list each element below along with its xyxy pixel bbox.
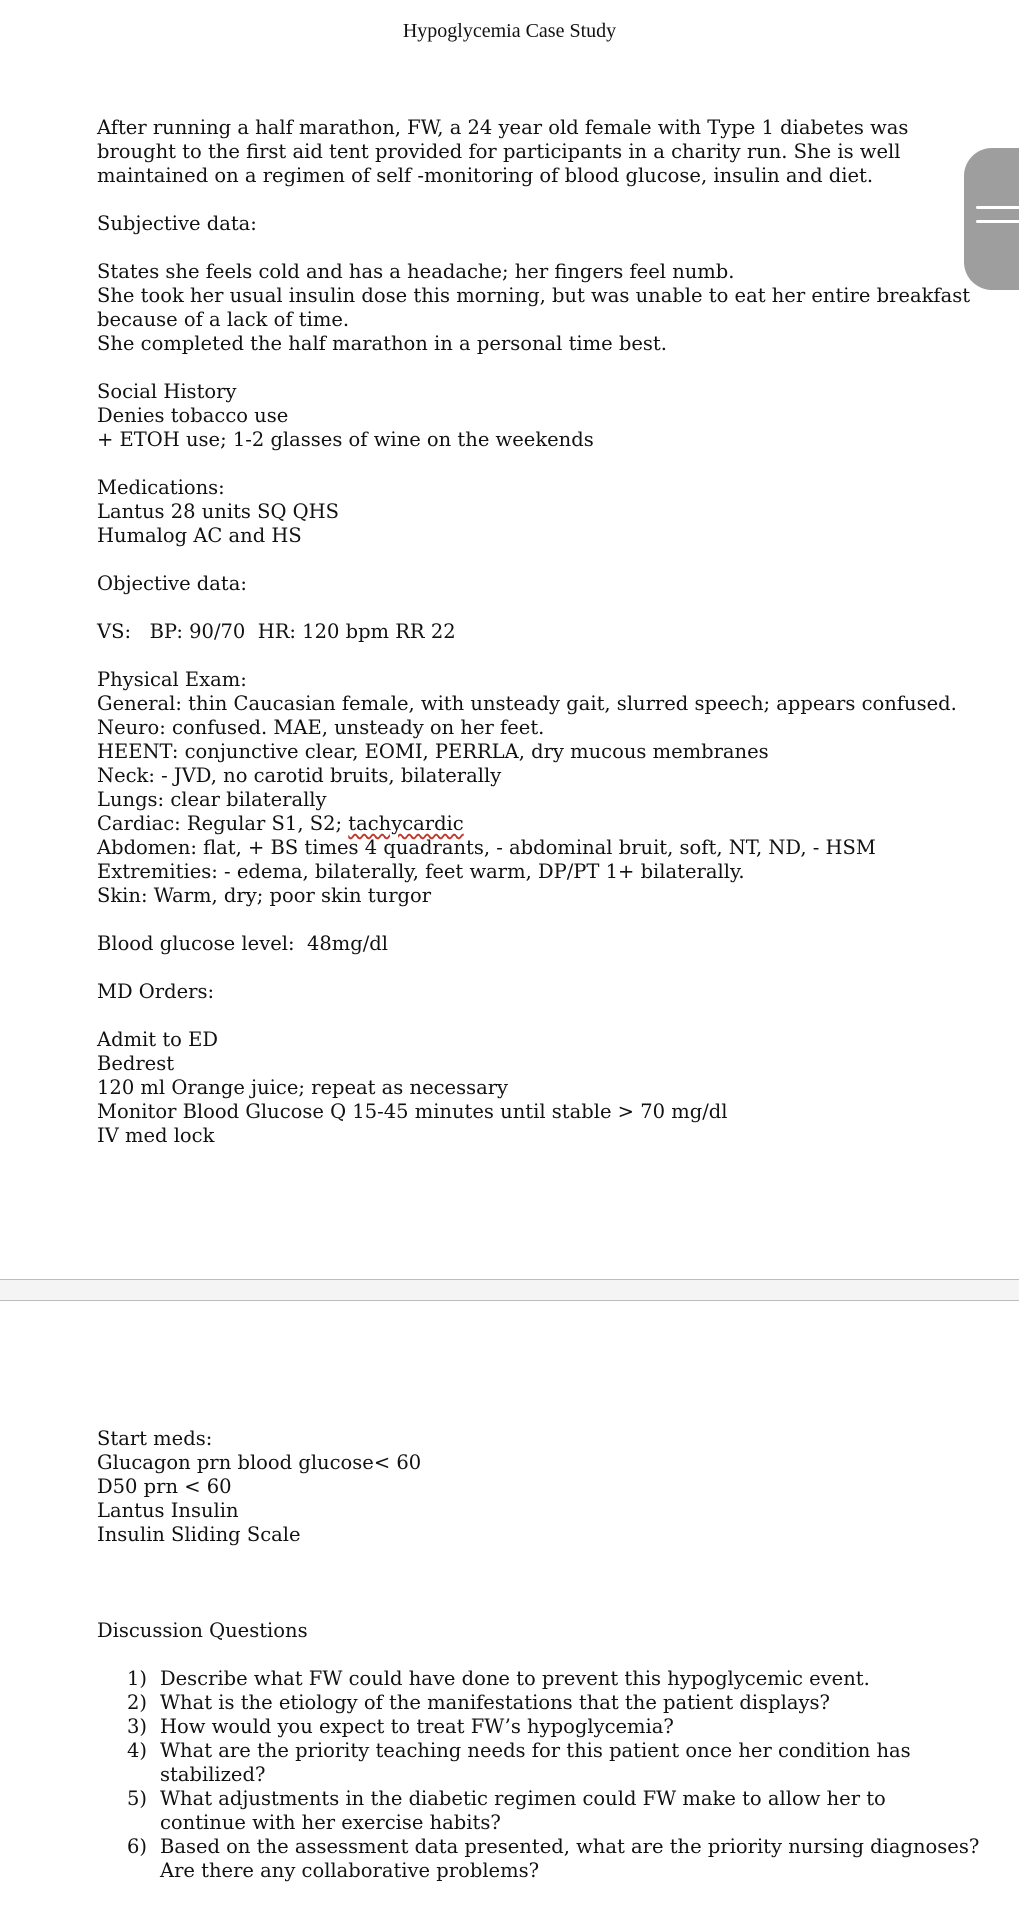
exam-extremities: Extremities: - edema, bilaterally, feet warm, DP/PT 1+ bilaterally. — [97, 860, 745, 883]
question-text: continue with her exercise habits? — [160, 1811, 501, 1834]
subjective-line: She took her usual insulin dose this morning, but was unable to eat her entire breakfast — [97, 284, 971, 307]
question-number: 6) — [127, 1835, 148, 1858]
question-item — [97, 1835, 980, 1883]
md-orders-heading: MD Orders: — [97, 980, 215, 1003]
question-item — [97, 1667, 927, 1691]
exam-general: General: thin Caucasian female, with unsteady gait, slurred speech; appears confused. — [97, 692, 957, 715]
question-number: 2) — [127, 1691, 148, 1714]
question-text: Based on the assessment data presented, what are the priority nursing diagnoses? — [160, 1835, 980, 1858]
question-number: 4) — [127, 1739, 148, 1762]
medication-line: Lantus 28 units SQ QHS — [97, 500, 340, 523]
exam-lungs: Lungs: clear bilaterally — [97, 788, 327, 811]
md-order-line: IV med lock — [97, 1124, 215, 1147]
subjective-line: She completed the half marathon in a personal time best. — [97, 332, 667, 355]
medications-heading: Medications: — [97, 476, 225, 499]
exam-abdomen: Abdomen: flat, + BS times 4 quadrants, - abdominal bruit, soft, NT, ND, - HSM — [97, 836, 876, 859]
subjective-line: States she feels cold and has a headache; her fingers feel numb. — [97, 260, 735, 283]
question-number: 1) — [127, 1667, 148, 1690]
exam-neck: Neck: - JVD, no carotid bruits, bilaterally — [97, 764, 502, 787]
grip-line-icon — [976, 206, 1019, 209]
social-history-line: Denies tobacco use — [97, 404, 289, 427]
md-order-line: Bedrest — [97, 1052, 175, 1075]
subjective-line: because of a lack of time. — [97, 308, 350, 331]
question-text: How would you expect to treat FW’s hypoglycemia? — [160, 1715, 674, 1738]
start-med-line: Insulin Sliding Scale — [97, 1523, 301, 1546]
intro-line: After running a half marathon, FW, a 24 year old female with Type 1 diabetes was — [97, 116, 909, 139]
md-order-line: Admit to ED — [97, 1028, 218, 1051]
question-item — [97, 1691, 927, 1715]
discussion-questions — [97, 1667, 980, 1883]
subjective-heading: Subjective data: — [97, 212, 257, 235]
page-one-body — [97, 116, 971, 1148]
intro-line: maintained on a regimen of self -monitoring of blood glucose, insulin and diet. — [97, 164, 874, 187]
exam-cardiac-text: Cardiac: Regular S1, S2; — [97, 812, 349, 835]
objective-heading: Objective data: — [97, 572, 247, 595]
question-number: 5) — [127, 1787, 148, 1810]
question-number: 3) — [127, 1715, 148, 1738]
start-med-line: Glucagon prn blood glucose< 60 — [97, 1451, 422, 1474]
scroll-handle[interactable] — [964, 148, 1019, 290]
vital-signs: VS: BP: 90/70 HR: 120 bpm RR 22 — [97, 620, 456, 643]
medication-line: Humalog AC and HS — [97, 524, 302, 547]
exam-neuro: Neuro: confused. MAE, unsteady on her feet. — [97, 716, 545, 739]
discussion-heading: Discussion Questions — [97, 1619, 308, 1642]
md-order-line: Monitor Blood Glucose Q 15-45 minutes until stable > 70 mg/dl — [97, 1100, 728, 1123]
start-meds-heading: Start meds: — [97, 1427, 213, 1450]
exam-skin: Skin: Warm, dry; poor skin turgor — [97, 884, 432, 907]
question-text: What are the priority teaching needs for this patient once her condition has — [160, 1739, 911, 1762]
document-title: Hypoglycemia Case Study — [402, 20, 617, 42]
question-item — [97, 1715, 927, 1739]
exam-heent: HEENT: conjunctive clear, EOMI, PERRLA, dry mucous membranes — [97, 740, 769, 763]
question-text: What adjustments in the diabetic regimen could FW make to allow her to — [160, 1787, 886, 1810]
blood-glucose-level: Blood glucose level: 48mg/dl — [97, 932, 389, 955]
question-item — [97, 1787, 927, 1835]
page-break — [0, 1279, 1019, 1301]
md-order-line: 120 ml Orange juice; repeat as necessary — [97, 1076, 509, 1099]
grip-line-icon — [976, 220, 1019, 223]
social-history-heading: Social History — [97, 380, 237, 403]
intro-line: brought to the first aid tent provided for participants in a charity run. She is well — [97, 140, 901, 163]
spelling-flagged-word[interactable]: tachycardic — [348, 812, 464, 835]
start-med-line: D50 prn < 60 — [97, 1475, 232, 1498]
question-text: Are there any collaborative problems? — [160, 1859, 540, 1882]
social-history-line: + ETOH use; 1-2 glasses of wine on the weekends — [97, 428, 594, 451]
exam-cardiac — [97, 812, 927, 836]
question-text: Describe what FW could have done to prevent this hypoglycemic event. — [160, 1667, 870, 1690]
question-item — [97, 1739, 927, 1787]
page-two-body — [97, 1427, 980, 1883]
question-text: stabilized? — [160, 1763, 266, 1786]
question-text: What is the etiology of the manifestations that the patient displays? — [160, 1691, 830, 1714]
start-med-line: Lantus Insulin — [97, 1499, 239, 1522]
physical-exam-heading: Physical Exam: — [97, 668, 247, 691]
